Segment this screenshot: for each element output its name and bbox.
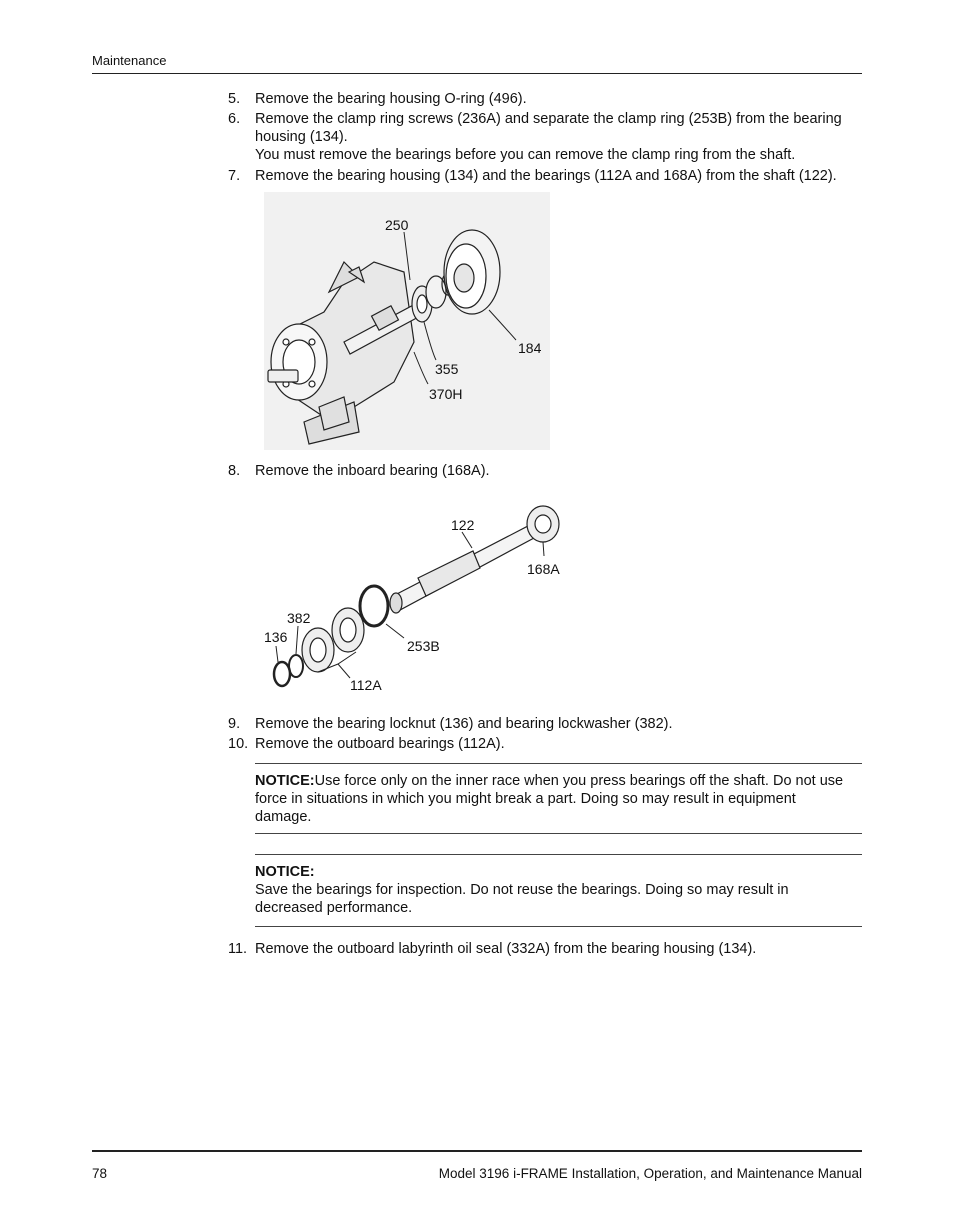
notice-rule bbox=[255, 926, 862, 927]
step-8 bbox=[228, 462, 868, 480]
bearing-housing-exploded-figure bbox=[264, 192, 550, 450]
bearing-housing-drawing bbox=[264, 192, 550, 450]
page-number: 78 bbox=[92, 1166, 108, 1181]
notice-label: NOTICE: bbox=[255, 864, 315, 880]
manual-title: Model 3196 i-FRAME Installation, Operation, and Maintenance Manual bbox=[438, 1166, 862, 1181]
header-rule bbox=[92, 73, 862, 74]
callout-label: 168A bbox=[527, 561, 560, 577]
step-number: 10. bbox=[228, 736, 249, 752]
callout-label: 122 bbox=[451, 517, 475, 533]
notice-label: NOTICE: bbox=[255, 773, 315, 789]
step-text: Remove the bearing housing (134) and the bearings (112A and 168A) from the shaft (122). bbox=[255, 168, 837, 184]
step-number: 6. bbox=[228, 111, 241, 127]
notice-rule bbox=[255, 854, 862, 855]
callout-label: 136 bbox=[264, 629, 288, 645]
step-number: 7. bbox=[228, 168, 241, 184]
shaft-bearings-exploded-figure bbox=[258, 496, 568, 696]
step-number: 9. bbox=[228, 716, 241, 732]
step-text: Remove the inboard bearing (168A). bbox=[255, 463, 490, 479]
step-6 bbox=[228, 110, 868, 164]
notice-rule bbox=[255, 763, 862, 764]
notice-text: Use force only on the inner race when you press bearings off the shaft. Do not use force in situations in which you might break a part. Doing so may result in equipment damage. bbox=[255, 773, 844, 825]
callout-label: 382 bbox=[287, 610, 311, 626]
step-text: Remove the clamp ring screws (236A) and separate the clamp ring (253B) from the bearing housing (134). bbox=[255, 111, 842, 145]
notice-box bbox=[255, 772, 855, 826]
notice-text: Save the bearings for inspection. Do not reuse the bearings. Doing so may result in decreased performance. bbox=[255, 882, 789, 916]
step-11 bbox=[228, 940, 868, 958]
step-note: You must remove the bearings before you can remove the clamp ring from the shaft. bbox=[255, 147, 796, 163]
notice-box bbox=[255, 863, 855, 917]
running-header: Maintenance bbox=[92, 53, 167, 68]
callout-label: 250 bbox=[385, 217, 409, 233]
callout-label: 355 bbox=[435, 361, 459, 377]
step-number: 8. bbox=[228, 463, 241, 479]
notice-rule bbox=[255, 833, 862, 834]
step-10 bbox=[228, 735, 868, 753]
step-text: Remove the outboard bearings (112A). bbox=[255, 736, 505, 752]
step-text: Remove the bearing housing O-ring (496). bbox=[255, 91, 527, 107]
step-7 bbox=[228, 167, 868, 185]
step-number: 5. bbox=[228, 91, 241, 107]
step-9 bbox=[228, 715, 868, 733]
step-text: Remove the bearing locknut (136) and bearing lockwasher (382). bbox=[255, 716, 673, 732]
footer-rule bbox=[92, 1150, 862, 1152]
callout-label: 184 bbox=[518, 340, 542, 356]
step-5 bbox=[228, 90, 868, 108]
step-text: Remove the outboard labyrinth oil seal (332A) from the bearing housing (134). bbox=[255, 941, 757, 957]
callout-label: 370H bbox=[429, 386, 463, 402]
shaft-bearings-drawing bbox=[258, 496, 568, 696]
callout-label: 253B bbox=[407, 638, 440, 654]
step-number: 11. bbox=[228, 941, 248, 957]
callout-label: 112A bbox=[350, 677, 382, 693]
